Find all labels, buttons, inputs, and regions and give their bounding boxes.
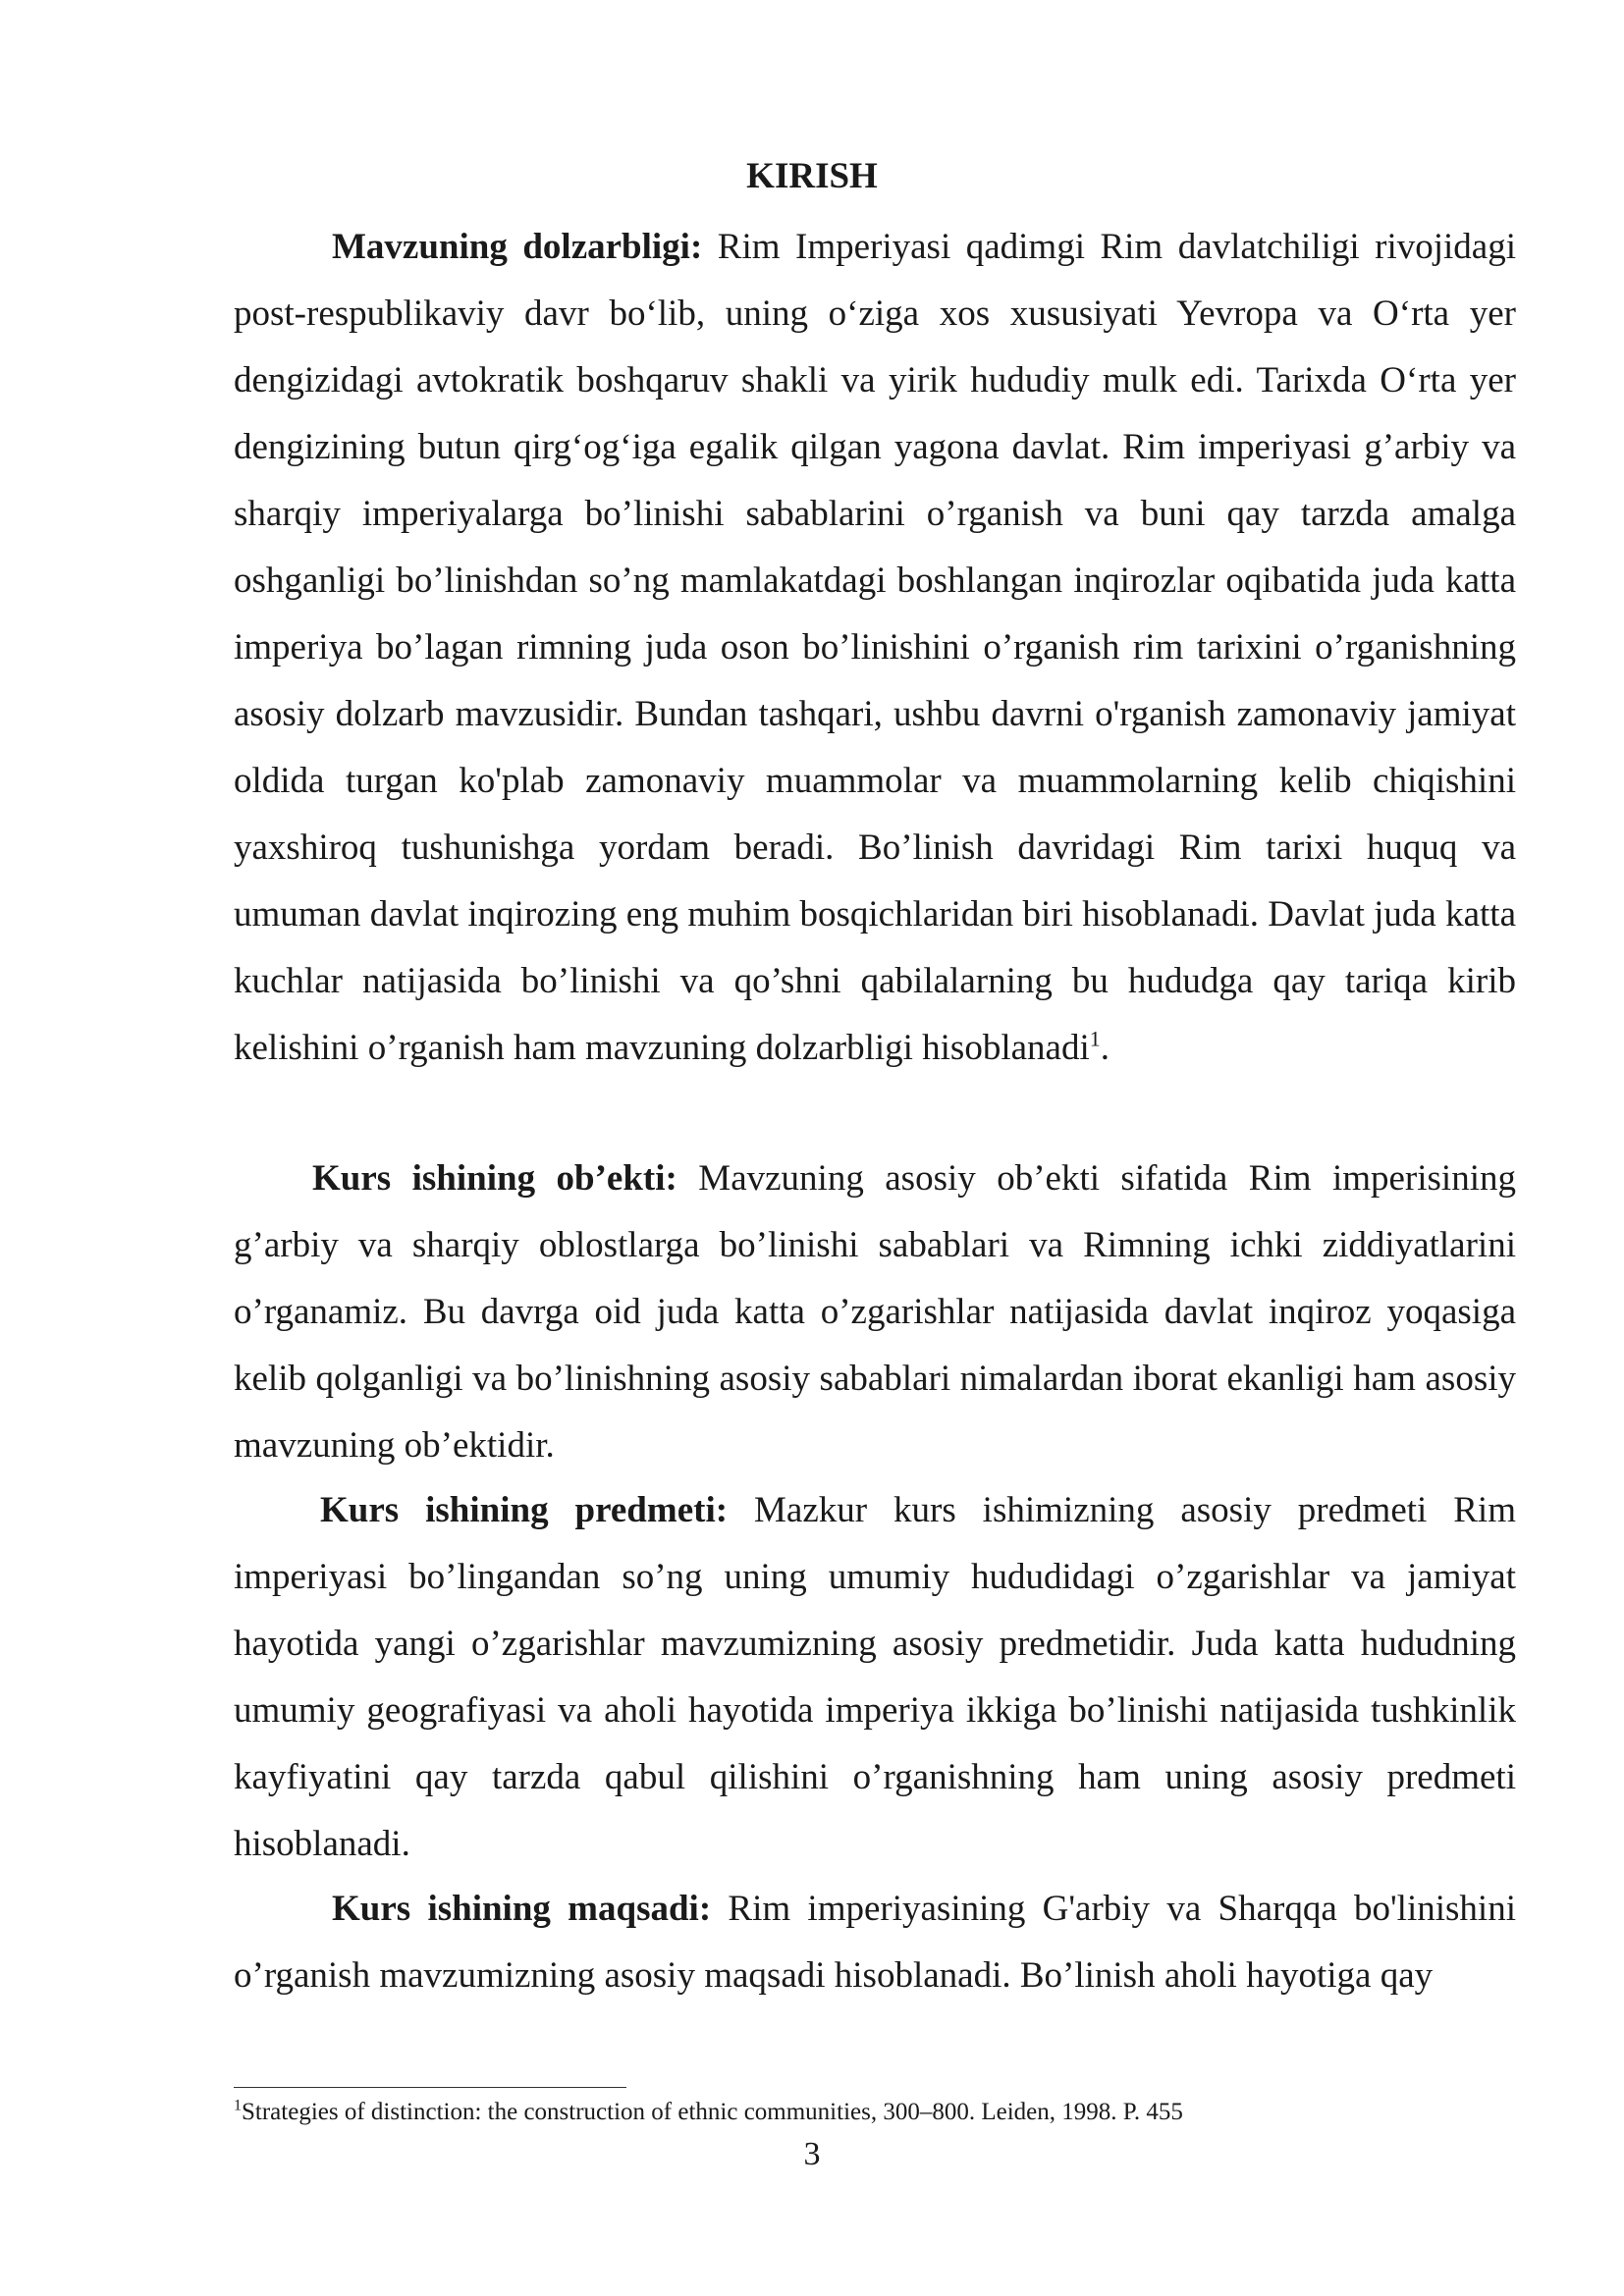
paragraph-lead: Mavzuning dolzarbligi: bbox=[332, 227, 703, 267]
footnote-separator bbox=[234, 2087, 626, 2088]
footnote-text: Strategies of distinction: the construction of ethnic communities, 300–800. Leiden, 1998. P. 455 bbox=[242, 2099, 1183, 2125]
paragraph-text: Rim imperiyasining G'arbiy va Sharqqa bo'linishini o’rganish mavzumizning asosiy maqsadi hisoblanadi. Bo’linish aholi hayotiga qay bbox=[234, 1889, 1516, 1996]
page-number: 3 bbox=[803, 2136, 821, 2172]
paragraph-text: Rim Imperiyasi qadimgi Rim davlatchiligi rivojidagi post-respublikaviy davr bo‘lib, uning o‘ziga xos xususiyati Yevropa va O‘rta yer dengizidagi avtokratik boshqaruv shakli va yirik hududiy mulk edi. Tarixda O‘rta yer dengizining butun qirg‘og‘iga egalik qilgan yagona davlat. Rim imperiyasi g’arbiy va sharqiy imperiyalarga bo’linishi sabablarini o’rganish va buni qay tarzda amalga oshganligi bo’linishdan so’ng mamlakatdagi boshlangan inqirozlar oqibatida juda katta imperiya bo’lagan rimning juda oson bo’linishini o’rganish rim tarixini o’rganishning asosiy dolzarb mavzusidir. Bundan tashqari, ushbu davrni o'rganish zamonaviy jamiyat oldida turgan ko'plab zamonaviy muammolar va muammolarning kelib chiqishini yaxshiroq tushunishga yordam beradi. Bo’linish davridagi Rim tarixi huquq va umuman davlat inqirozing eng muhim bosqichlaridan biri hisoblanadi. Davlat juda katta kuchlar natijasida bo’linishi va qo’shni qabilalarning bu hududga qay tariqa kirib kelishini o’rganish ham mavzuning dolzarbligi hisoblanadi bbox=[234, 227, 1517, 1068]
paragraph-object bbox=[234, 1146, 1516, 1479]
paragraph-goal bbox=[234, 1876, 1516, 2009]
paragraph-text: Mazkur kurs ishimizning asosiy predmeti Rim imperiyasi bo’lingandan so’ng uning umumiy hududidagi o’zgarishlar va jamiyat hayotida yangi o’zgarishlar mavzumizning asosiy predmetidir. Juda katta hududning umumiy geografiyasi va aholi hayotida imperiya ikkiga bo’linishi natijasida tushkinlik kayfiyatini qay tarzda qabul qilishini o’rganishning ham uning asosiy predmeti hisoblanadi. bbox=[234, 1490, 1516, 1864]
paragraph-lead: Kurs ishining predmeti: bbox=[320, 1490, 729, 1530]
paragraph-text: Mavzuning asosiy ob’ekti sifatida Rim imperisining g’arbiy va sharqiy oblostlarga bo’linishi sabablari va Rimning ichki ziddiyatlarini o’rganamiz. Bu davrga oid juda katta o’zgarishlar natijasida davlat inqiroz yoqasiga kelib qolganligi va bo’linishning asosiy sabablari nimalardan iborat ekanligi ham asosiy mavzuning ob’ektidir. bbox=[234, 1158, 1516, 1466]
paragraph-end: . bbox=[1100, 1028, 1110, 1068]
paragraph-lead: Kurs ishining ob’ekti: bbox=[312, 1158, 677, 1199]
page-title: KIRISH bbox=[746, 156, 878, 196]
footnote-number: 1 bbox=[234, 2097, 242, 2114]
paragraph-subject bbox=[234, 1477, 1516, 1878]
paragraph-relevance bbox=[234, 214, 1516, 1082]
footnote bbox=[234, 2096, 1516, 2129]
paragraph-lead: Kurs ishining maqsadi: bbox=[332, 1889, 712, 1929]
footnote-reference[interactable]: 1 bbox=[1089, 1026, 1101, 1051]
